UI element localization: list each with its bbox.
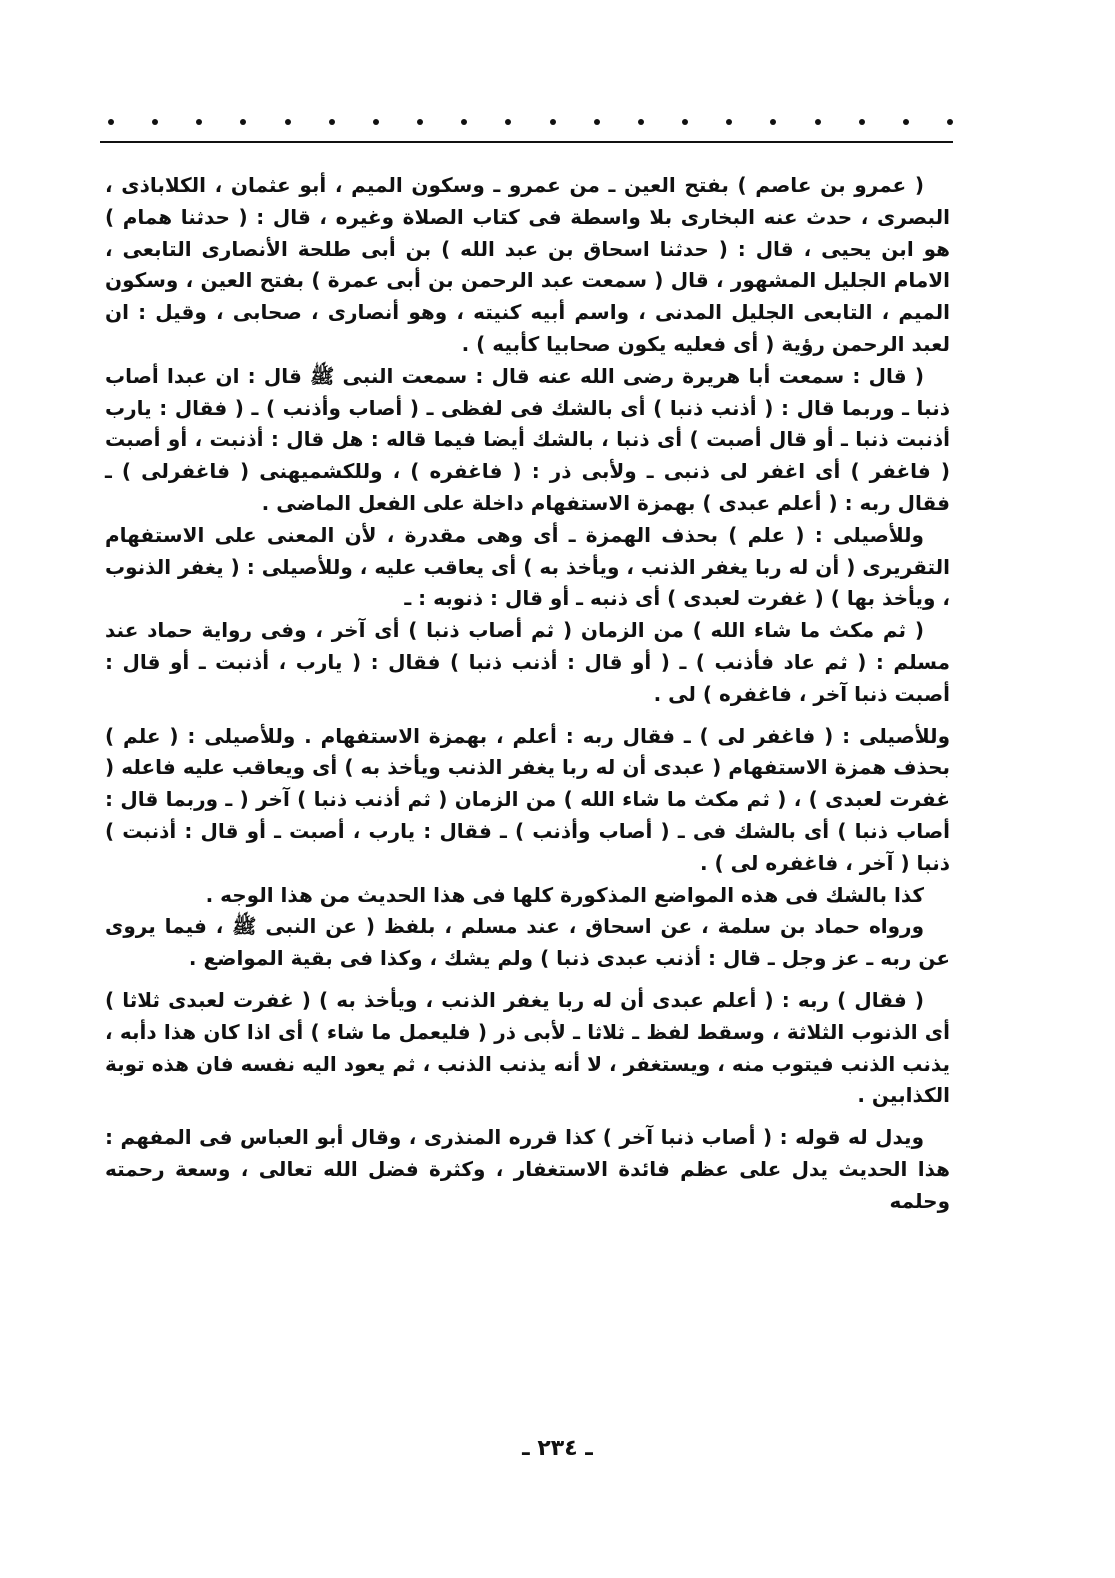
dot (417, 119, 423, 125)
dot (196, 119, 202, 125)
dot (373, 119, 379, 125)
paragraph: وللأصيلى : ( علم ) بحذف الهمزة ـ أى وهى مقدرة ، لأن المعنى على الاستفهام التقريرى ( أن له ربا يغفر الذنب ، ويأخذ به ) أى يعاقب عليه ، وللأصيلى : ( يغفر الذنوب ، ويأخذ بها ) ( غفرت لعبدى ) أى ذنبه ـ أو قال : ذنوبه : ـ (105, 522, 950, 611)
body-text (105, 170, 950, 1218)
dot (903, 119, 909, 125)
paragraph: ويدل له قوله : ( أصاب ذنبا آخر ) كذا قرره المنذرى ، وقال أبو العباس فى المفهم : هذا الحديث يدل على عظم فائدة الاستغفار ، وكثرة فضل الله تعالى ، وسعة رحمته وحلمه (105, 1125, 950, 1213)
dot (329, 119, 335, 125)
dot (726, 119, 732, 125)
dot (594, 119, 600, 125)
dot (240, 119, 246, 125)
dot (108, 119, 114, 125)
paragraph: كذا بالشك فى هذه المواضع المذكورة كلها فى هذا الحديث من هذا الوجه . (205, 882, 924, 907)
paragraph: ( ثم مكث ما شاء الله ) من الزمان ( ثم أصاب ذنبا ) أى آخر ، وفى رواية حماد عند مسلم : ( ثم عاد فأذنب ) ـ ( أو قال : أذنب ذنبا ) فقال : ( يارب ، أذنبت ـ أو قال : أصبت ذنبا آخر ، فاغفره ) لى . (105, 618, 950, 706)
dot (550, 119, 556, 125)
dot (285, 119, 291, 125)
paragraph: وللأصيلى : ( فاغفر لى ) ـ فقال ربه : أعلم ، بهمزة الاستفهام . وللأصيلى : ( علم ) بحذف همزة الاستفهام ( عبدى أن له ربا يغفر الذنب ويأخذ به ) أى ويعاقب عليه فاعله ( غفرت لعبدى ) ، ( ثم مكث ما شاء الله ) من الزمان ( ثم أذنب ذنبا ) آخر ( ـ وربما قال : أصاب ذنبا ) أى بالشك فى ـ ( أصاب وأذنب ) ـ فقال : يارب ، أصبت ـ أو قال : أذنبت ) ذنبا ( آخر ، فاغفره لى ) . (105, 723, 950, 875)
dot (859, 119, 865, 125)
paragraph: ( فقال ) ربه : ( أعلم عبدى أن له ربا يغفر الذنب ، ويأخذ به ) ( غفرت لعبدى ثلاثا ) أى الذنوب الثلاثة ، وسقط لفظ ـ ثلاثا ـ لأبى ذر ( فليعمل ما شاء ) أى اذا كان هذا دأبه ، يذنب الذنب فيتوب منه ، ويستغفر ، لا أنه يذنب الذنب ، ثم يعود اليه نفسه فان هذه توبة الكذابين . (105, 987, 950, 1108)
dot (152, 119, 158, 125)
paragraph: ورواه حماد بن سلمة ، عن اسحاق ، عند مسلم ، بلفظ ( عن النبى ﷺ ، فيما يروى عن ربه ـ عز وجل ـ قال : أذنب عبدى ذنبا ) ولم يشك ، وكذا فى بقية المواضع . (105, 914, 950, 971)
dot (770, 119, 776, 125)
dot (682, 119, 688, 125)
header-rule (100, 141, 953, 143)
dot (461, 119, 467, 125)
paragraph: ( عمرو بن عاصم ) بفتح العين ـ من عمرو ـ وسكون الميم ، أبو عثمان ، الكلاباذى ، البصرى ، حدث عنه البخارى بلا واسطة فى كتاب الصلاة وغيره ، قال : ( حدثنا همام ) هو ابن يحيى ، قال : ( حدثنا اسحاق بن عبد الله ) بن أبى طلحة الأنصارى التابعى ، الامام الجليل المشهور ، قال ( سمعت عبد الرحمن بن أبى عمرة ) بفتح العين ، وسكون الميم ، التابعى الجليل المدنى ، واسم أبيه كنيته ، وهو أنصارى ، صحابى ، وقيل : ان لعبد الرحمن رؤية ( أى فعليه يكون صحابيا كأبيه ) . (105, 173, 950, 356)
paragraph: ( قال : سمعت أبا هريرة رضى الله عنه قال : سمعت النبى ﷺ قال : ان عبدا أصاب ذنبا ـ وربما قال : ( أذنب ذنبا ) أى بالشك فى لفظى ـ ( أصاب وأذنب ) ـ ( فقال : يارب أذنبت ذنبا ـ أو قال أصبت ) أى ذنبا ، بالشك أيضا فيما قاله : هل قال : أذنبت ، أو أصبت ( فاغفر ) أى اغفر لى ذنبى ـ ولأبى ذر : ( فاغفره ) ، وللكشميهنى ( فاغفرلى ) ـ فقال ربه : ( أعلم عبدى ) بهمزة الاستفهام داخلة على الفعل الماضى . (105, 363, 950, 515)
dot (947, 119, 953, 125)
page-number: ـ ٢٣٤ ـ (522, 1436, 593, 1461)
dot (815, 119, 821, 125)
header-dot-row (108, 112, 953, 132)
dot (638, 119, 644, 125)
dot (505, 119, 511, 125)
